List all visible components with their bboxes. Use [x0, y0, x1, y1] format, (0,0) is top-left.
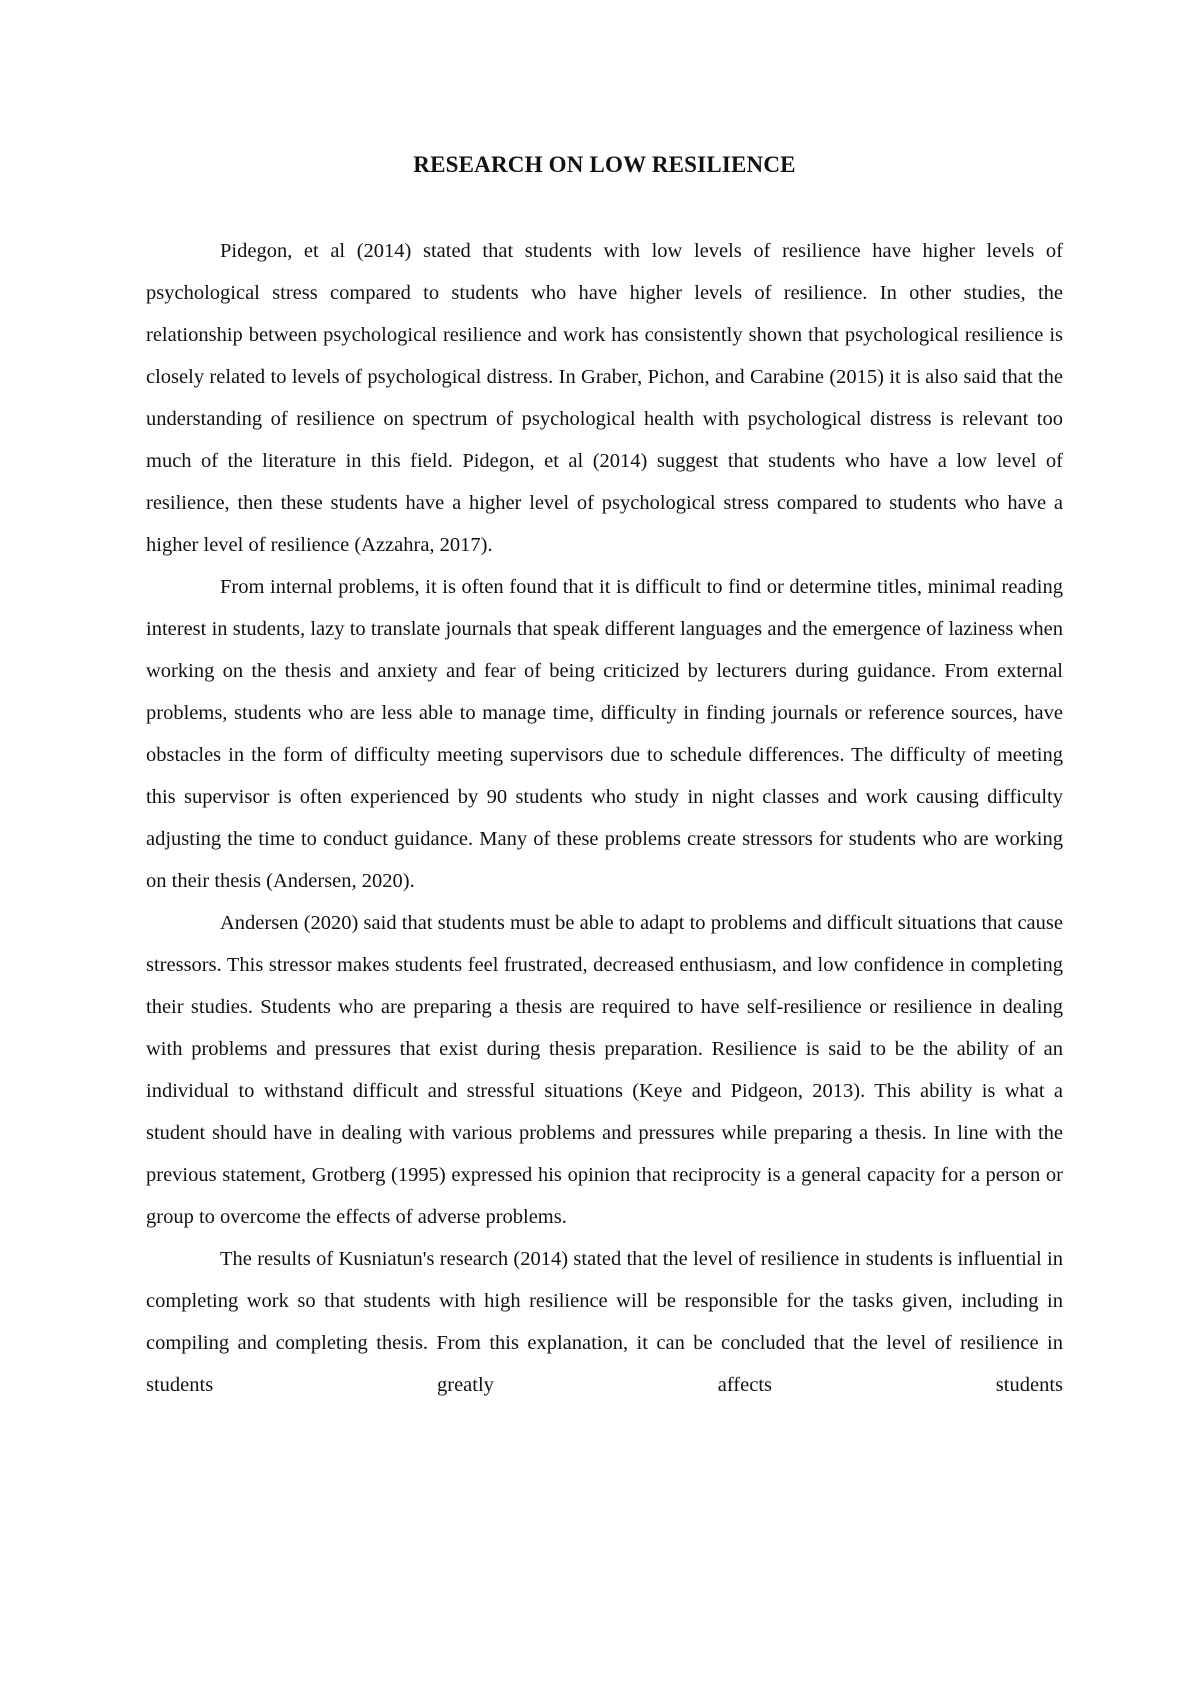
document-title: RESEARCH ON LOW RESILIENCE	[413, 152, 796, 177]
paragraph-4: The results of Kusniatun's research (2014) stated that the level of resilience in students is influential in completing work so that students with high resilience will be responsible for the tasks given, including in compiling and completing thesis. From this explanation, it can be concluded that the level of resilience in students greatly affects students	[146, 1248, 1063, 1396]
paragraph-3: Andersen (2020) said that students must be able to adapt to problems and difficult situations that cause stressors. This stressor makes students feel frustrated, decreased enthusiasm, and low confidence in completing their studies. Students who are preparing a thesis are required to have self-resilience or resilience in dealing with problems and pressures that exist during thesis preparation. Resilience is said to be the ability of an individual to withstand difficult and stressful situations (Keye and Pidgeon, 2013). This ability is what a student should have in dealing with various problems and pressures while preparing a thesis. In line with the previous statement, Grotberg (1995) expressed his opinion that reciprocity is a general capacity for a person or group to overcome the effects of adverse problems.	[146, 912, 1063, 1228]
document-body	[146, 230, 1063, 1406]
paragraph-2: From internal problems, it is often found that it is difficult to find or determine titles, minimal reading interest in students, lazy to translate journals that speak different languages and the emergence of laziness when working on the thesis and anxiety and fear of being criticized by lecturers during guidance. From external problems, students who are less able to manage time, difficulty in finding journals or reference sources, have obstacles in the form of difficulty meeting supervisors due to schedule differences. The difficulty of meeting this supervisor is often experienced by 90 students who study in night classes and work causing difficulty adjusting the time to conduct guidance. Many of these problems create stressors for students who are working on their thesis (Andersen, 2020).	[146, 576, 1063, 892]
paragraph-1: Pidegon, et al (2014) stated that students with low levels of resilience have higher levels of psychological stress compared to students who have higher levels of resilience. In other studies, the relationship between psychological resilience and work has consistently shown that psychological resilience is closely related to levels of psychological distress. In Graber, Pichon, and Carabine (2015) it is also said that the understanding of resilience on spectrum of psychological health with psychological distress is relevant too much of the literature in this field. Pidegon, et al (2014) suggest that students who have a low level of resilience, then these students have a higher level of psychological stress compared to students who have a higher level of resilience (Azzahra, 2017).	[146, 240, 1063, 556]
